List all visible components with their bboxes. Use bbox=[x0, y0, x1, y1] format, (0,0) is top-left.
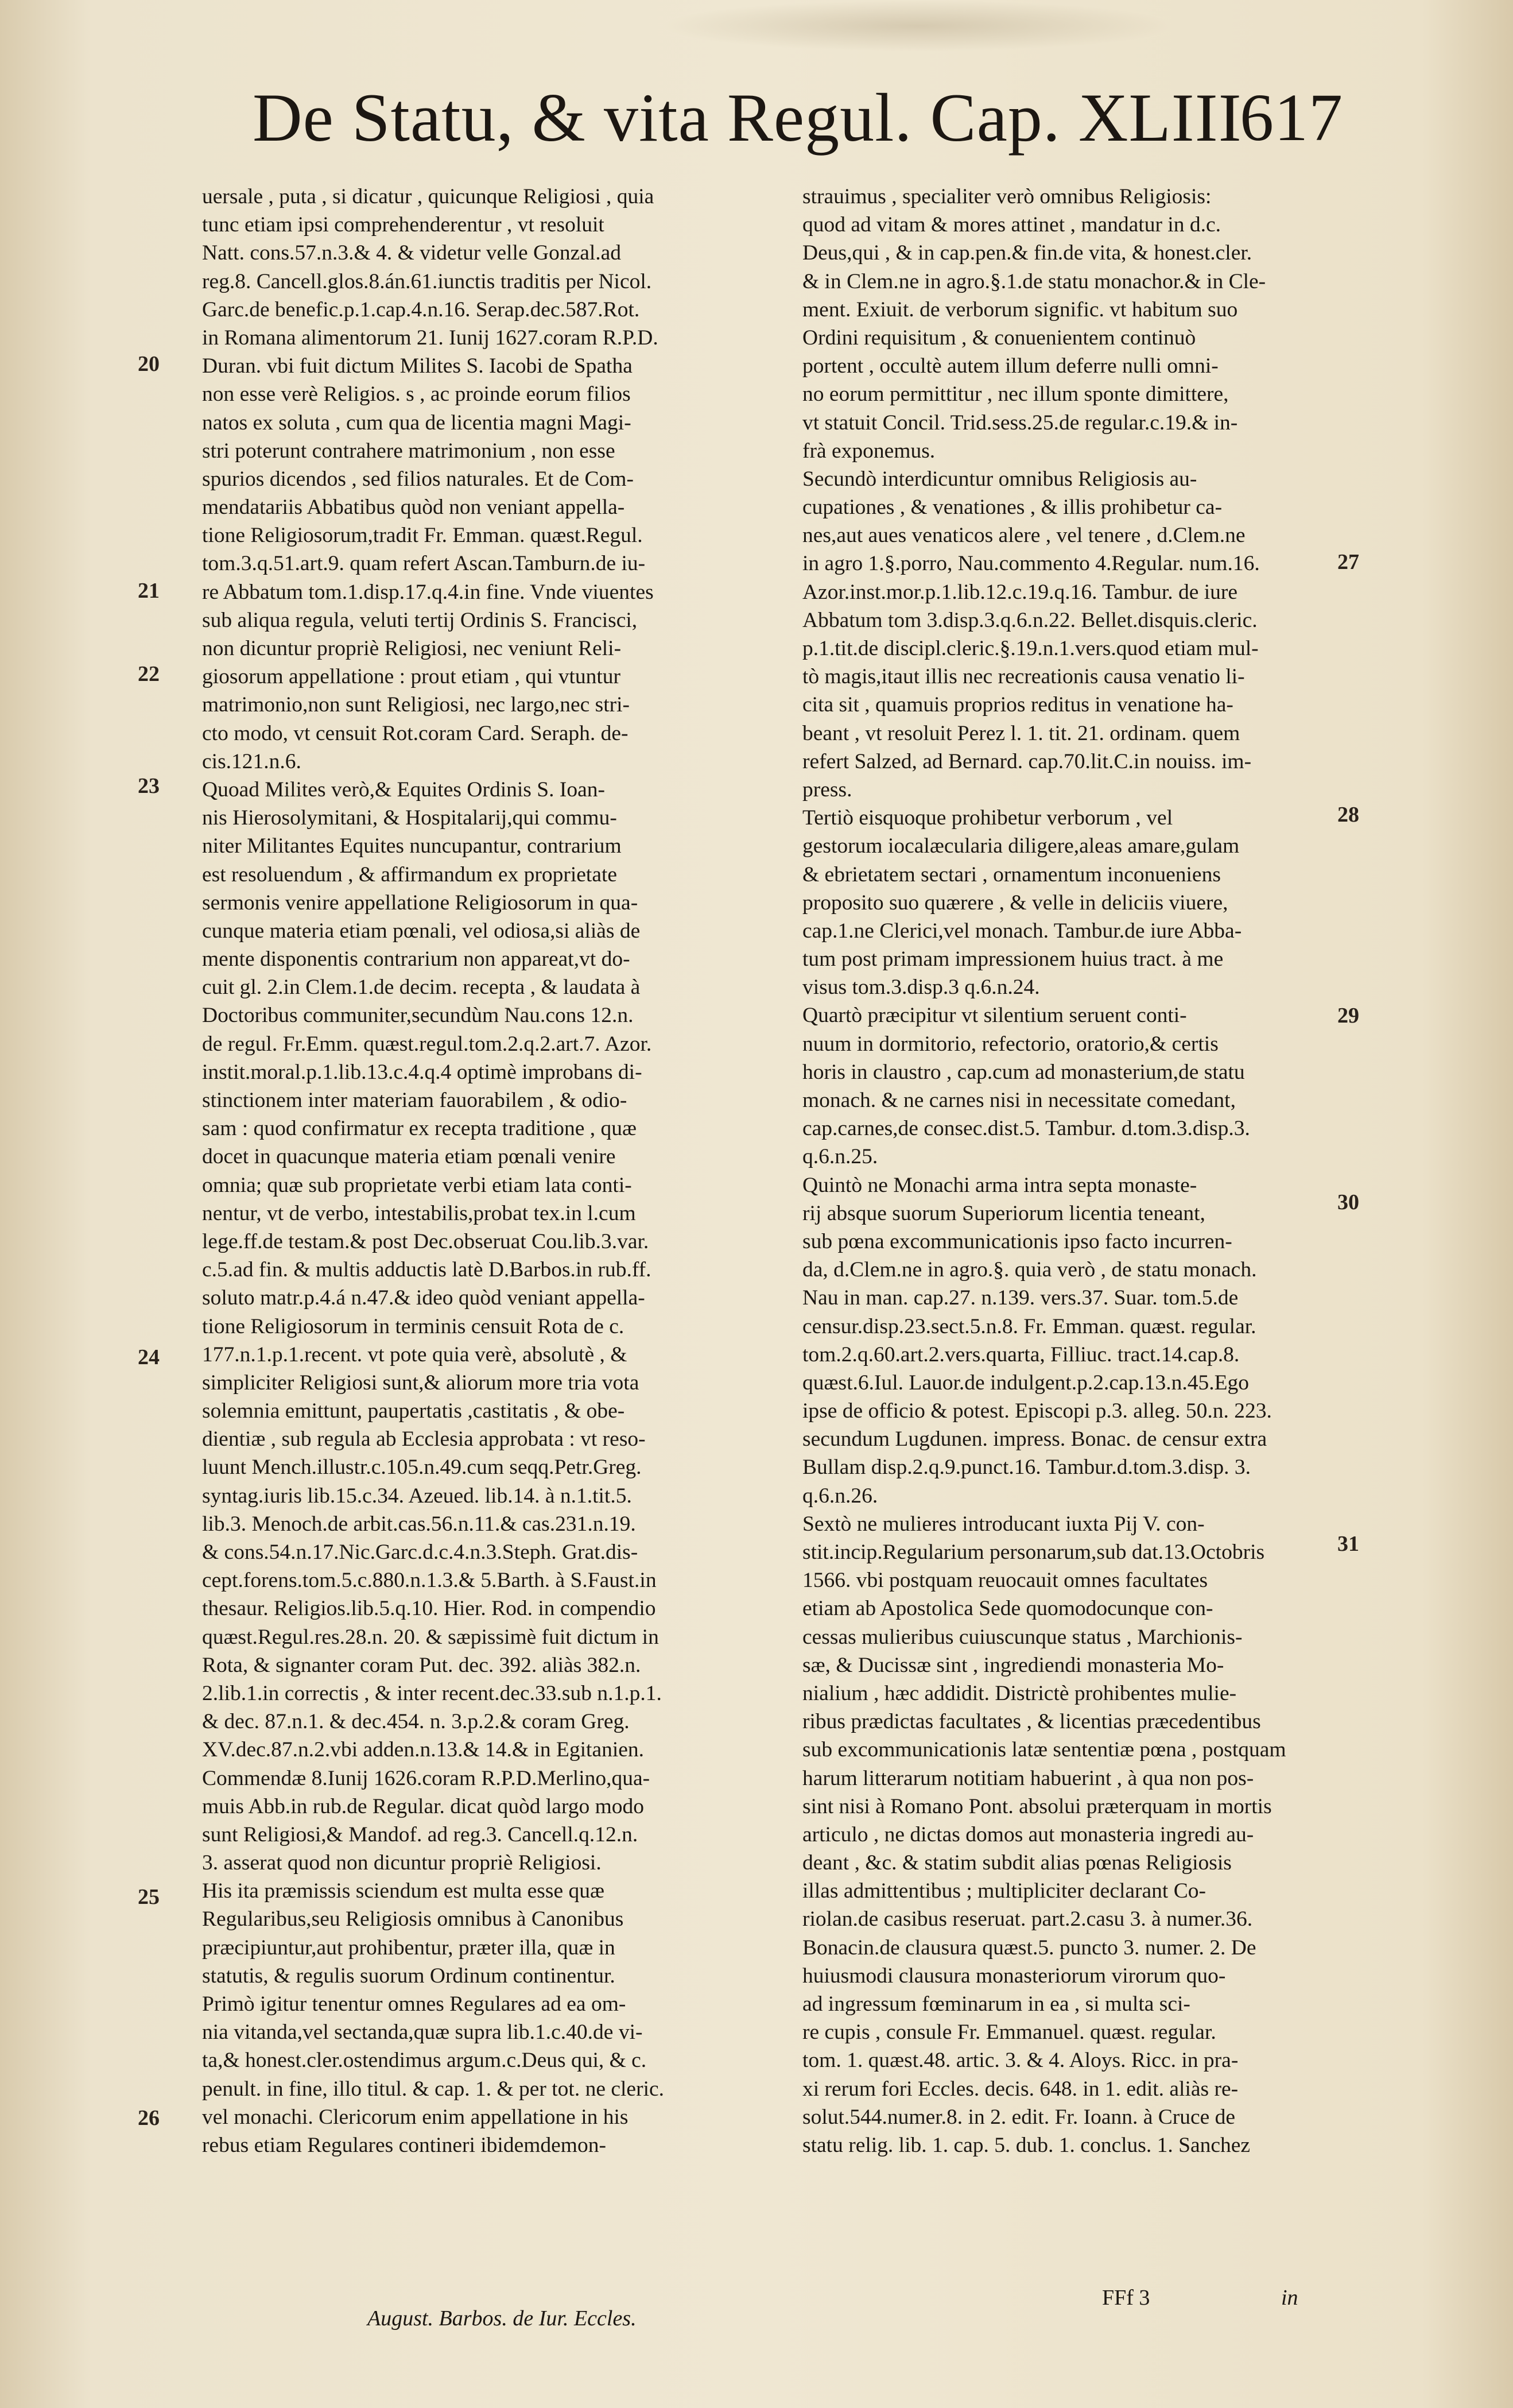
text-line: soluto matr.p.4.á n.47.& ideo quòd veniant appella- bbox=[202, 1286, 645, 1310]
text-line: tom.3.q.51.art.9. quam refert Ascan.Tamburn.de iu- bbox=[202, 552, 646, 576]
text-line: 3. asserat quod non dicuntur propriè Religiosi. bbox=[202, 1851, 602, 1875]
text-line: vel monachi. Clericorum enim appellatione in his bbox=[202, 2105, 629, 2129]
text-line: cunque materia etiam pœnali, vel odiosa,si aliàs de bbox=[202, 919, 641, 943]
text-line: cept.forens.tom.5.c.880.n.1.3.& 5.Barth. à S.Faust.in bbox=[202, 1569, 657, 1593]
text-line: cita sit , quamuis proprios reditus in venatione ha- bbox=[802, 693, 1233, 717]
text-line: riolan.de casibus reseruat. part.2.casu 3. à numer.36. bbox=[802, 1907, 1253, 1931]
left-text-column bbox=[202, 183, 750, 2159]
text-line: omnia; quæ sub proprietate verbi etiam lata conti- bbox=[202, 1173, 632, 1197]
text-line: Regularibus,seu Religiosis omnibus à Canonibus bbox=[202, 1907, 624, 1931]
text-line: Bonacin.de clausura quæst.5. puncto 3. numer. 2. De bbox=[802, 1935, 1256, 1960]
text-line: penult. in fine, illo titul. & cap. 1. & per tot. ne cleric. bbox=[202, 2077, 665, 2101]
page-number: 617 bbox=[1240, 80, 1343, 155]
text-line: Sextò ne mulieres introducant iuxta Pij V. con- bbox=[802, 1512, 1205, 1536]
text-line: proposito suo quærere , & velle in deliciis viuere, bbox=[802, 891, 1228, 915]
text-line: matrimonio,non sunt Religiosi, nec largo,nec stri- bbox=[202, 693, 630, 717]
text-line: nia vitanda,vel sectanda,quæ supra lib.1.c.40.de vi- bbox=[202, 2020, 643, 2045]
text-line: XV.dec.87.n.2.vbi adden.n.13.& 14.& in Egitanien. bbox=[202, 1738, 645, 1762]
text-line: Commendæ 8.Iunij 1626.coram R.P.D.Merlino,qua- bbox=[202, 1766, 650, 1790]
text-line: q.6.n.25. bbox=[802, 1145, 878, 1169]
text-line: muis Abb.in rub.de Regular. dicat quòd largo modo bbox=[202, 1794, 645, 1818]
margin-number: 29 bbox=[1337, 1004, 1359, 1028]
text-line: quod ad vitam & mores attinet , mandatur in d.c. bbox=[802, 213, 1221, 237]
text-line: reg.8. Cancell.glos.8.án.61.iunctis traditis per Nicol. bbox=[202, 269, 652, 293]
text-line: cuit gl. 2.in Clem.1.de decim. recepta , & laudata à bbox=[202, 975, 641, 1000]
text-line: Garc.de benefic.p.1.cap.4.n.16. Serap.dec.587.Rot. bbox=[202, 297, 640, 322]
text-line: refert Salzed, ad Bernard. cap.70.lit.C.in nouiss. im- bbox=[802, 749, 1252, 773]
text-line: non esse verè Religios. s , ac proinde eorum filios bbox=[202, 382, 631, 407]
text-line: solemnia emittunt, paupertatis ,castitatis , & obe- bbox=[202, 1399, 625, 1423]
text-line: harum litterarum notitiam habuerint , à qua non pos- bbox=[802, 1766, 1254, 1790]
text-line: stinctionem inter materiam fauorabilem , & odio- bbox=[202, 1089, 627, 1112]
text-line: cessas mulieribus cuiuscunque status , Marchionis- bbox=[802, 1625, 1243, 1649]
text-line: sub aliqua regula, veluti tertij Ordinis S. Francisci, bbox=[202, 608, 638, 632]
text-line: nes,aut aues venaticos alere , vel tenere , d.Clem.ne bbox=[802, 524, 1246, 548]
text-line: quæst.Regul.res.28.n. 20. & sæpissimè fuit dictum in bbox=[202, 1625, 659, 1649]
text-line: stit.incip.Regularium personarum,sub dat.13.Octobris bbox=[802, 1540, 1265, 1564]
text-line: tunc etiam ipsi comprehenderentur , vt resoluit bbox=[202, 213, 604, 237]
text-line: statutis, & regulis suorum Ordinum continentur. bbox=[202, 1964, 615, 1988]
text-line: Tertiò eisquoque prohibetur verborum , vel bbox=[802, 806, 1173, 830]
text-line: in Romana alimentorum 21. Iunij 1627.coram R.P.D. bbox=[202, 326, 658, 350]
text-line: huiusmodi clausura monasteriorum virorum quo- bbox=[802, 1964, 1226, 1988]
text-line: nuum in dormitorio, refectorio, oratorio,& certis bbox=[802, 1032, 1219, 1056]
text-line: mendatariis Abbatibus quòd non veniant appella- bbox=[202, 495, 625, 520]
running-head-title: De Statu, & vita Regul. Cap. XLIII bbox=[253, 79, 1242, 156]
text-line: dientiæ , sub regula ab Ecclesia approbata : vt reso- bbox=[202, 1427, 646, 1451]
text-line: Doctoribus communiter,secundùm Nau.cons 12.n. bbox=[202, 1004, 634, 1028]
text-line: gestorum iocalæcularia diligere,aleas amare,gulam bbox=[802, 834, 1240, 858]
text-line: deant , &c. & statim subdit alias pœnas Religiosis bbox=[802, 1851, 1232, 1875]
margin-number: 26 bbox=[138, 2106, 160, 2130]
text-line: quæst.6.Iul. Lauor.de indulgent.p.2.cap.13.n.45.Ego bbox=[802, 1371, 1250, 1395]
text-line: cupationes , & venationes , & illis prohibetur ca- bbox=[802, 495, 1223, 520]
text-line: q.6.n.26. bbox=[802, 1484, 878, 1508]
text-line: Azor.inst.mor.p.1.lib.12.c.19.q.16. Tambur. de iure bbox=[802, 580, 1238, 604]
text-line: ribus prædictas facultates , & licentias præcedentibus bbox=[802, 1710, 1261, 1734]
text-line: frà exponemus. bbox=[802, 439, 936, 463]
paper-stain bbox=[660, 0, 1177, 52]
text-line: re cupis , consule Fr. Emmanuel. quæst. regular. bbox=[802, 2020, 1216, 2045]
text-line: solut.544.numer.8. in 2. edit. Fr. Ioann. à Cruce de bbox=[802, 2105, 1236, 2129]
text-line: nis Hierosolymitani, & Hospitalarij,qui commu- bbox=[202, 806, 617, 830]
text-line: & in Clem.ne in agro.§.1.de statu monachor.& in Cle- bbox=[802, 269, 1266, 293]
text-line: de regul. Fr.Emm. quæst.regul.tom.2.q.2.art.7. Azor. bbox=[202, 1032, 652, 1056]
text-line: portent , occultè autem illum deferre nulli omni- bbox=[802, 354, 1219, 378]
text-line: lib.3. Menoch.de arbit.cas.56.n.11.& cas.231.n.19. bbox=[202, 1512, 636, 1536]
text-line: nialium , hæc addidit. Districtè prohibentes mulie- bbox=[802, 1681, 1237, 1705]
text-line: illas admittentibus ; multipliciter declarant Co- bbox=[802, 1879, 1206, 1903]
text-line: ta,& honest.cler.ostendimus argum.c.Deus qui, & c. bbox=[202, 2049, 647, 2073]
text-line: rij absque suorum Superiorum licentia teneant, bbox=[802, 1201, 1205, 1225]
text-line: Primò igitur tenentur omnes Regulares ad ea om- bbox=[202, 1992, 626, 2016]
margin-number: 22 bbox=[138, 662, 160, 686]
right-text-column bbox=[802, 183, 1351, 2159]
text-line: xi rerum fori Eccles. decis. 648. in 1. edit. aliàs re- bbox=[802, 2077, 1239, 2101]
margin-number: 21 bbox=[138, 579, 160, 603]
margin-number: 24 bbox=[138, 1345, 160, 1369]
text-line: Quintò ne Monachi arma intra septa monaste- bbox=[802, 1173, 1197, 1197]
text-line: tione Religiosorum in terminis censuit Rota de c. bbox=[202, 1314, 624, 1338]
text-line: cis.121.n.6. bbox=[202, 749, 301, 773]
text-line: thesaur. Religios.lib.5.q.10. Hier. Rod. in compendio bbox=[202, 1597, 656, 1621]
text-line: syntag.iuris lib.15.c.34. Azeued. lib.14. à n.1.tit.5. bbox=[202, 1484, 632, 1508]
text-line: Deus,qui , & in cap.pen.& fin.de vita, & honest.cler. bbox=[802, 241, 1252, 265]
text-line: Rota, & signanter coram Put. dec. 392. aliàs 382.n. bbox=[202, 1653, 641, 1677]
text-line: Secundò interdicuntur omnibus Religiosis au- bbox=[802, 467, 1197, 491]
text-line: Abbatum tom 3.disp.3.q.6.n.22. Bellet.disquis.cleric. bbox=[802, 608, 1258, 632]
text-line: stri poterunt contrahere matrimonium , non esse bbox=[202, 439, 615, 463]
running-head bbox=[253, 69, 1343, 167]
text-line: monach. & ne carnes nisi in necessitate comedant, bbox=[802, 1089, 1236, 1112]
text-line: His ita præmissis sciendum est multa esse quæ bbox=[202, 1879, 605, 1903]
text-line: 2.lib.1.in correctis , & inter recent.dec.33.sub n.1.p.1. bbox=[202, 1681, 662, 1705]
text-line: cap.carnes,de consec.dist.5. Tambur. d.tom.3.disp.3. bbox=[802, 1117, 1250, 1141]
text-line: etiam ab Apostolica Sede quomodocunque con- bbox=[802, 1597, 1213, 1621]
margin-number: 20 bbox=[138, 352, 160, 376]
text-line: & dec. 87.n.1. & dec.454. n. 3.p.2.& coram Greg. bbox=[202, 1710, 630, 1734]
text-line: no eorum permittitur , nec illum sponte dimittere, bbox=[802, 382, 1229, 407]
margin-number: 28 bbox=[1337, 803, 1359, 827]
text-line: instit.moral.p.1.lib.13.c.4.q.4 optimè improbans di- bbox=[202, 1060, 642, 1084]
text-line: Bullam disp.2.q.9.punct.16. Tambur.d.tom.3.disp. 3. bbox=[802, 1455, 1251, 1480]
text-line: beant , vt resoluit Perez l. 1. tit. 21. ordinam. quem bbox=[802, 721, 1240, 745]
text-line: secundum Lugdunen. impress. Bonac. de censur extra bbox=[802, 1427, 1267, 1451]
text-line: & cons.54.n.17.Nic.Garc.d.c.4.n.3.Steph. Grat.dis- bbox=[202, 1540, 638, 1564]
text-line: Natt. cons.57.n.3.& 4. & videtur velle Gonzal.ad bbox=[202, 241, 622, 265]
text-line: natos ex soluta , cum qua de licentia magni Magi- bbox=[202, 411, 631, 435]
text-line: sermonis venire appellatione Religiosorum in qua- bbox=[202, 891, 638, 915]
text-line: simpliciter Religiosi sunt,& aliorum more tria vota bbox=[202, 1371, 639, 1395]
text-line: niter Militantes Equites nuncupantur, contrarium bbox=[202, 834, 622, 858]
text-line: Quoad Milites verò,& Equites Ordinis S. Ioan- bbox=[202, 777, 605, 802]
margin-number: 30 bbox=[1337, 1190, 1359, 1214]
text-line: tione Religiosorum,tradit Fr. Emman. quæst.Regul. bbox=[202, 524, 643, 548]
text-line: statu relig. lib. 1. cap. 5. dub. 1. conclus. 1. Sanchez bbox=[802, 2133, 1251, 2157]
text-line: lege.ff.de testam.& post Dec.obseruat Cou.lib.3.var. bbox=[202, 1229, 649, 1253]
margin-number: 23 bbox=[138, 774, 160, 798]
text-line: vt statuit Concil. Trid.sess.25.de regular.c.19.& in- bbox=[802, 411, 1238, 435]
text-line: in agro 1.§.porro, Nau.commento 4.Regular. num.16. bbox=[802, 552, 1260, 576]
text-line: Quartò præcipitur vt silentium seruent conti- bbox=[802, 1004, 1187, 1028]
text-line: spurios dicendos , sed filios naturales. Et de Com- bbox=[202, 467, 634, 491]
text-line: Nau in man. cap.27. n.139. vers.37. Suar. tom.5.de bbox=[802, 1286, 1239, 1310]
text-line: tum post primam impressionem huius tract. à me bbox=[802, 947, 1224, 971]
text-line: Ordini requisitum , & conuenientem continuò bbox=[802, 326, 1196, 350]
text-line: sunt Religiosi,& Mandof. ad reg.3. Cancell.q.12.n. bbox=[202, 1822, 638, 1846]
text-line: luunt Mench.illustr.c.105.n.49.cum seqq.Petr.Greg. bbox=[202, 1455, 642, 1480]
text-line: re Abbatum tom.1.disp.17.q.4.in fine. Vnde viuentes bbox=[202, 580, 654, 604]
text-line: strauimus , specialiter verò omnibus Religiosis: bbox=[802, 185, 1212, 208]
text-line: 177.n.1.p.1.recent. vt pote quia verè, absolutè , & bbox=[202, 1342, 627, 1366]
text-line: docet in quacunque materia etiam pœnali venire bbox=[202, 1145, 616, 1169]
signature-mark: FFf 3 bbox=[1102, 2286, 1150, 2310]
text-line: press. bbox=[802, 777, 852, 802]
text-line: est resoluendum , & affirmandum ex proprietate bbox=[202, 862, 618, 886]
text-line: rebus etiam Regulares contineri ibidemdemon- bbox=[202, 2133, 606, 2157]
text-line: horis in claustro , cap.cum ad monasterium,de statu bbox=[802, 1060, 1245, 1084]
text-line: cap.1.ne Clerici,vel monach. Tambur.de iure Abba- bbox=[802, 919, 1242, 943]
text-line: articulo , ne dictas domos aut monasteria ingredi au- bbox=[802, 1822, 1254, 1846]
catchword: in bbox=[1281, 2286, 1298, 2310]
text-line: 1566. vbi postquam reuocauit omnes facultates bbox=[802, 1569, 1208, 1593]
text-line: sint nisi à Romano Pont. absolui præterquam in mortis bbox=[802, 1794, 1272, 1818]
text-line: visus tom.3.disp.3 q.6.n.24. bbox=[802, 975, 1040, 1000]
text-line: uersale , puta , si dicatur , quicunque Religiosi , quia bbox=[202, 185, 654, 208]
text-line: ment. Exiuit. de verborum signific. vt habitum suo bbox=[802, 297, 1238, 322]
text-line: sub pœna excommunicationis ipso facto incurren- bbox=[802, 1229, 1232, 1253]
text-line: præcipiuntur,aut prohibentur, præter illa, quæ in bbox=[202, 1935, 615, 1960]
text-line: c.5.ad fin. & multis adductis latè D.Barbos.in rub.ff. bbox=[202, 1258, 651, 1282]
text-line: giosorum appellatione : prout etiam , qui vtuntur bbox=[202, 665, 621, 689]
text-line: tom.2.q.60.art.2.vers.quarta, Filliuc. tract.14.cap.8. bbox=[802, 1342, 1240, 1366]
margin-number: 27 bbox=[1337, 550, 1359, 574]
text-line: sæ, & Ducissæ sint , ingrediendi monasteria Mo- bbox=[802, 1653, 1224, 1677]
text-line: tò magis,itaut illis nec recreationis causa venatio li- bbox=[802, 665, 1245, 689]
margin-number: 25 bbox=[138, 1885, 160, 1909]
text-line: Duran. vbi fuit dictum Milites S. Iacobi de Spatha bbox=[202, 354, 633, 378]
text-line: censur.disp.23.sect.5.n.8. Fr. Emman. quæst. regular. bbox=[802, 1314, 1256, 1338]
text-line: tom. 1. quæst.48. artic. 3. & 4. Aloys. Ricc. in pra- bbox=[802, 2049, 1239, 2073]
text-line: sub excommunicationis latæ sententiæ pœna , postquam bbox=[802, 1738, 1286, 1762]
text-line: ipse de officio & potest. Episcopi p.3. alleg. 50.n. 223. bbox=[802, 1399, 1272, 1423]
text-line: non dicuntur propriè Religiosi, nec veniunt Reli- bbox=[202, 637, 622, 660]
text-line: p.1.tit.de discipl.cleric.§.19.n.1.vers.quod etiam mul- bbox=[802, 637, 1259, 660]
text-line: nentur, vt de verbo, intestabilis,probat tex.in l.cum bbox=[202, 1201, 636, 1225]
footer-catchword-left: August. Barbos. de Iur. Eccles. bbox=[367, 2306, 637, 2330]
text-line: ad ingressum fœminarum in ea , si multa sci- bbox=[802, 1992, 1190, 2016]
text-line: da, d.Clem.ne in agro.§. quia verò , de statu monach. bbox=[802, 1258, 1257, 1282]
text-line: sam : quod confirmatur ex recepta traditione , quæ bbox=[202, 1117, 637, 1141]
margin-number: 31 bbox=[1337, 1532, 1359, 1556]
text-line: & ebrietatem sectari , ornamentum inconueniens bbox=[802, 862, 1221, 886]
text-line: cto modo, vt censuit Rot.coram Card. Seraph. de- bbox=[202, 721, 629, 745]
text-line: mente disponentis contrarium non appareat,vt do- bbox=[202, 947, 630, 971]
